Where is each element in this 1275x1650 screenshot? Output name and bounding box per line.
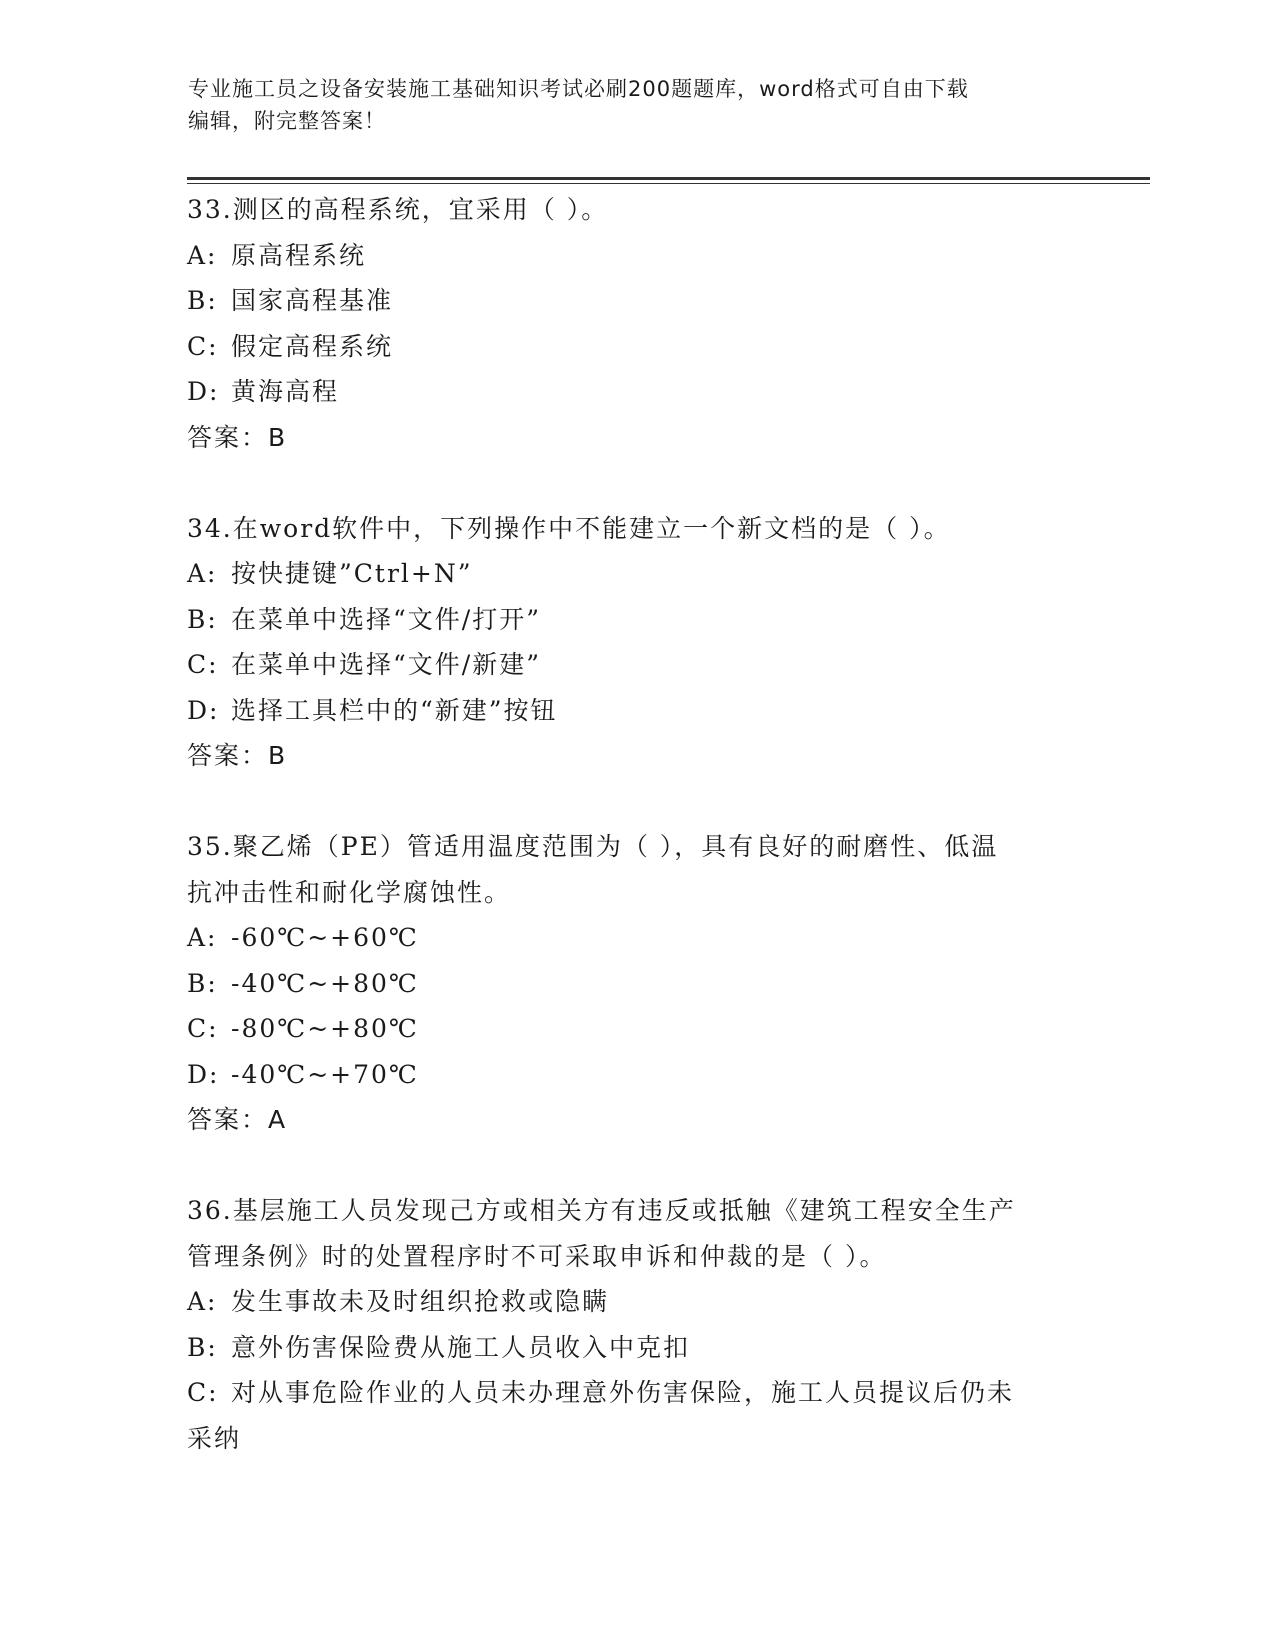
question-stem-line-1: 35.聚乙烯（PE）管适用温度范围为（ ），具有良好的耐磨性、低温 [187, 832, 999, 861]
spacer [187, 779, 1087, 825]
option-text: 原高程系统 [231, 240, 367, 270]
option-text: -80℃~+80℃ [231, 1014, 419, 1043]
option-b [187, 961, 1087, 1007]
option-label: D: [187, 1059, 220, 1089]
option-label: B: [187, 286, 218, 315]
question-36 [187, 1188, 1087, 1461]
option-c [187, 1370, 1087, 1416]
option-c [187, 324, 1087, 370]
option-label: B: [187, 968, 218, 998]
option-b [187, 597, 1087, 643]
header-line-2: 编辑，附完整答案！ [188, 109, 386, 133]
option-d [187, 1052, 1087, 1098]
header-divider-thin [187, 183, 1150, 184]
option-label: B: [187, 604, 218, 634]
question-list [187, 187, 1087, 1461]
option-label: D: [187, 695, 220, 725]
option-text: -60℃~+60℃ [231, 923, 419, 952]
option-label: A: [187, 559, 218, 588]
option-label: A: [187, 240, 218, 270]
answer-line: 答案：A [187, 1105, 288, 1134]
option-a [187, 233, 1087, 279]
option-d [187, 688, 1087, 734]
question-stem: 33.测区的高程系统，宜采用（ ）。 [187, 195, 609, 224]
option-c [187, 1006, 1087, 1052]
option-a [187, 915, 1087, 961]
question-34 [187, 506, 1087, 779]
question-stem: 34.在word软件中，下列操作中不能建立一个新文档的是（ ）。 [187, 513, 951, 543]
answer-line: 答案：B [187, 422, 288, 452]
option-d [187, 369, 1087, 415]
option-text: 意外伤害保险费从施工人员收入中克扣 [231, 1332, 691, 1362]
option-text: -40℃~+70℃ [231, 1059, 419, 1089]
option-text: -40℃~+80℃ [231, 968, 419, 998]
option-label: C: [187, 1378, 219, 1407]
spacer [187, 460, 1087, 506]
option-text: 按快捷键”Ctrl+N” [231, 559, 473, 588]
option-label: A: [187, 1287, 218, 1316]
option-b [187, 1325, 1087, 1371]
option-b [187, 278, 1087, 324]
document-header [188, 73, 1068, 137]
option-a [187, 551, 1087, 597]
answer-line: 答案：B [187, 741, 288, 770]
option-text: 黄海高程 [231, 377, 340, 406]
spacer [187, 1143, 1087, 1189]
question-stem-line-1: 36.基层施工人员发现己方或相关方有违反或抵触《建筑工程安全生产 [187, 1196, 1016, 1225]
question-35 [187, 824, 1087, 1143]
option-label: C: [187, 1014, 219, 1043]
option-text: 对从事危险作业的人员未办理意外伤害保险，施工人员提议后仍未 [231, 1378, 1015, 1407]
option-label: C: [187, 331, 219, 361]
option-text: 在菜单中选择“文件/新建” [231, 650, 541, 679]
option-label: A: [187, 923, 218, 952]
option-label: B: [187, 1332, 218, 1362]
question-stem-line-2: 管理条例》时的处置程序时不可采取申诉和仲裁的是（ ）。 [187, 1241, 887, 1271]
option-a [187, 1279, 1087, 1325]
option-c-continuation: 采纳 [187, 1423, 242, 1453]
option-text: 发生事故未及时组织抢救或隐瞒 [231, 1287, 610, 1316]
option-text: 在菜单中选择“文件/打开” [231, 604, 541, 634]
option-label: C: [187, 650, 219, 679]
header-divider-thick [187, 177, 1150, 180]
option-text: 国家高程基准 [231, 286, 394, 315]
header-line-1: 专业施工员之设备安装施工基础知识考试必刷200题题库，word格式可自由下载 [188, 77, 969, 101]
option-c [187, 642, 1087, 688]
option-text: 选择工具栏中的“新建”按钮 [231, 695, 558, 725]
option-label: D: [187, 377, 220, 406]
question-33 [187, 187, 1087, 460]
option-text: 假定高程系统 [231, 331, 394, 361]
question-stem-line-2: 抗冲击性和耐化学腐蚀性。 [187, 877, 512, 907]
